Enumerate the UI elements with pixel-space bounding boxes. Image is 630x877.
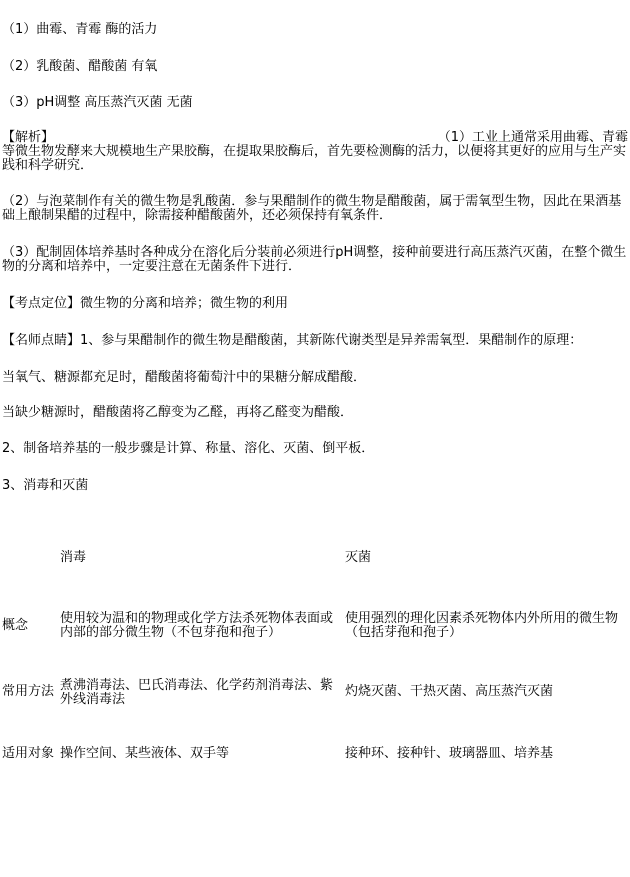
table-cell-concept-sterilization: 使用强烈的理化因素杀死物体内外所用的微生物（包括芽孢和孢子）	[345, 611, 619, 640]
mingshi-line-4: 2、制备培养基的一般步骤是计算、称量、溶化、灭菌、倒平板．	[2, 441, 375, 456]
table-header-sterilization: 灭菌	[345, 550, 372, 565]
mingshi-line-1: 【名师点睛】1、参与果醋制作的微生物是醋酸菌，其新陈代谢类型是异养需氧型．果醋制作的原理：	[2, 333, 583, 348]
analysis-paragraph-1	[2, 131, 628, 173]
analysis-p1-rest: 等微生物发酵来大规模地生产果胶酶，在提取果胶酶后，首先要检测酶的活力，以便将其更好的应用与生产实践和科学研究．	[2, 144, 627, 173]
answer-1: （1）曲霉、青霉 酶的活力	[2, 22, 158, 37]
table-row-label-concept: 概念	[2, 618, 29, 633]
table-row-label-objects: 适用对象	[2, 746, 55, 761]
mingshi-line-3: 当缺少糖源时，醋酸菌将乙醇变为乙醛，再将乙醛变为醋酸．	[2, 405, 354, 420]
table-cell-concept-disinfection: 使用较为温和的物理或化学方法杀死物体表面或内部的部分微生物（不包芽孢和孢子）	[60, 611, 334, 640]
answer-2: （2）乳酸菌、醋酸菌 有氧	[2, 59, 158, 74]
mingshi-line-5: 3、消毒和灭菌	[2, 478, 89, 493]
table-cell-methods-disinfection: 煮沸消毒法、巴氏消毒法、化学药剂消毒法、紫外线消毒法	[60, 678, 334, 707]
mingshi-line-2: 当氧气、糖源都充足时，醋酸菌将葡萄汁中的果糖分解成醋酸．	[2, 370, 367, 385]
table-row-label-methods: 常用方法	[2, 684, 55, 699]
kaodian-line: 【考点定位】微生物的分离和培养；微生物的利用	[2, 296, 289, 311]
table-cell-methods-sterilization: 灼烧灭菌、干热灭菌、高压蒸汽灭菌	[345, 684, 554, 699]
analysis-paragraph-2: （2）与泡菜制作有关的微生物是乳酸菌．参与果醋制作的微生物是醋酸菌，属于需氧型生物，因此在果酒基础上酿制果醋的过程中，除需接种醋酸菌外，还必须保持有氧条件．	[2, 194, 622, 223]
analysis-heading: 【解析】	[2, 130, 55, 145]
table-cell-objects-disinfection: 操作空间、某些液体、双手等	[60, 746, 230, 761]
table-cell-objects-sterilization: 接种环、接种针、玻璃器皿、培养基	[345, 746, 554, 761]
analysis-p1-lead: （1）工业上通常采用曲霉、青霉	[437, 130, 628, 145]
answer-3: （3）pH调整 高压蒸汽灭菌 无菌	[2, 95, 193, 110]
table-header-disinfection: 消毒	[60, 550, 87, 565]
analysis-paragraph-3: （3）配制固体培养基时各种成分在溶化后分装前必须进行pH调整，接种前要进行高压蒸汽灭菌，在整个微生物的分离和培养中，一定要注意在无菌条件下进行．	[2, 245, 627, 274]
